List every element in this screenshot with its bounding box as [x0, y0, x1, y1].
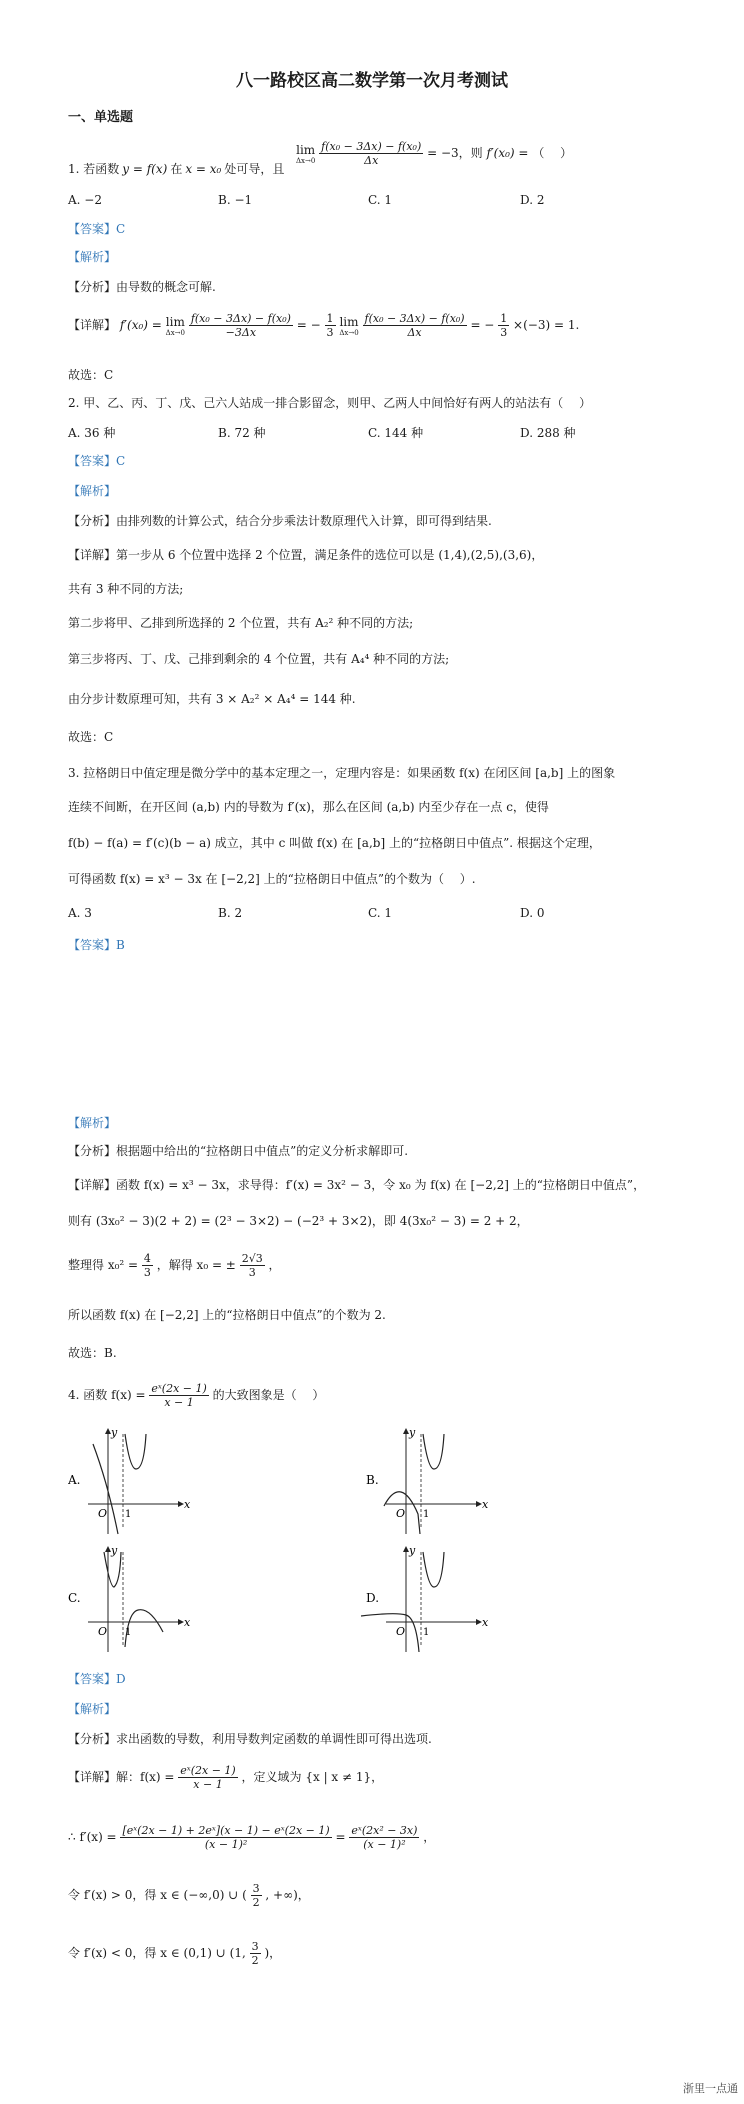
- graph-a: [68, 1426, 191, 1534]
- q2-detail-2: 共有 3 种不同的方法;: [68, 582, 184, 596]
- q3-conclusion: 故选：B.: [68, 1346, 117, 1360]
- page-title: 八一路校区高二数学第一次月考测试: [236, 71, 508, 91]
- svg-text:y: y: [409, 1544, 416, 1557]
- q2-conclusion: 故选：C: [68, 730, 114, 744]
- q2-detail-3: 第二步将甲、乙排到所选择的 2 个位置，共有 A₂² 种不同的方法;: [68, 616, 414, 630]
- q4-detail-4: 令 f′(x) < 0，得 x ∈ (0,1) ∪ (1, $\frac{3}{2}$ )，: [68, 1940, 282, 1967]
- q3-stem-line-2: 连续不间断，在开区间 (a,b) 内的导数为 f′(x)，那么在区间 (a,b) 内至少存在一点 c，使得: [68, 800, 549, 814]
- q1-detail: 【详解】 f′(x₀) = lim Δx→0 $\frac{\text{f(x₀ − 3Δx) − f(x₀)}}{-3\Delta x}$ = − $\frac{1}{3}$ lim Δx→0 $\frac{\text{f(x₀ − 3Δx) − f(x₀)}}{\Delta x}$ = − $\frac{1}{3}$ ×(−3) = 1.: [68, 312, 580, 339]
- q2-analysis-label: 【解析】: [68, 484, 117, 498]
- q2-option-d: D. 288 种: [520, 426, 576, 440]
- svg-text:x: x: [184, 1498, 191, 1511]
- svg-text:y: y: [111, 1426, 118, 1439]
- svg-text:x: x: [482, 1498, 489, 1511]
- q3-detail-2: 则有 (3x₀² − 3)(2 + 2) = (2³ − 3×2) − (−2³ + 3×2)，即 4(3x₀² − 3) = 2 + 2，: [68, 1214, 529, 1228]
- q3-detail-3: 整理得 x₀² = $\frac{4}{3}$ ，解得 x₀ = ± $\frac{2√3}{3}$ ，: [68, 1252, 281, 1279]
- svg-text:1: 1: [125, 1627, 132, 1638]
- q4-detail-2: ∴ f′(x) = $\frac{\text{[eˣ(2x − 1) + 2eˣ](x − 1) − eˣ(2x − 1)}}{\text{(x − 1)²}}$ = $\frac{\text{eˣ(2x² − 3x)}}{\text{(x − 1)²}}$ ，: [68, 1824, 436, 1851]
- svg-text:O: O: [396, 1625, 406, 1638]
- q4-analysis-label: 【解析】: [68, 1702, 117, 1716]
- q3-option-a: A. 3: [68, 906, 92, 920]
- svg-text:1: 1: [423, 1627, 430, 1638]
- graph-c: [68, 1544, 191, 1652]
- svg-text:1: 1: [125, 1509, 132, 1520]
- svg-text:1: 1: [423, 1509, 430, 1520]
- q3-stem-line-4: 可得函数 f(x) = x³ − 3x 在 [−2,2] 上的“拉格朗日中值点”的个数为（ ）.: [68, 872, 476, 886]
- q2-stem: 2. 甲、乙、丙、丁、戊、己六人站成一排合影留念，则甲、乙两人中间恰好有两人的站法有（ ）: [68, 396, 592, 410]
- q2-detail-5: 由分步计数原理可知，共有 3 × A₂² × A₄⁴ = 144 种.: [68, 692, 356, 706]
- svg-text:y: y: [409, 1426, 416, 1439]
- q2-detail-1: 【详解】第一步从 6 个位置中选择 2 个位置，满足条件的选位可以是 (1,4),(2,5),(3,6)，: [68, 548, 544, 562]
- q1-option-c: C. 1: [368, 193, 393, 207]
- q3-detail-1: 【详解】函数 f(x) = x³ − 3x，求导得：f′(x) = 3x² − 3，令 x₀ 为 f(x) 在 [−2,2] 上的“拉格朗日中值点”，: [68, 1178, 646, 1192]
- q2-option-a: A. 36 种: [68, 426, 116, 440]
- graph-b-label: B.: [366, 1473, 379, 1487]
- svg-text:O: O: [98, 1625, 108, 1638]
- svg-text:O: O: [98, 1507, 108, 1520]
- q4-graph-options: [68, 1424, 728, 1654]
- q1-option-a: A. −2: [68, 193, 102, 207]
- svg-text:y: y: [111, 1544, 118, 1557]
- graph-d-label: D.: [366, 1591, 380, 1605]
- q2-fenxi: 【分析】由排列数的计算公式，结合分步乘法计数原理代入计算，即可得到结果.: [68, 514, 492, 528]
- q4-detail-1: 【详解】解：f(x) = $\frac{\text{eˣ(2x − 1)}}{x - 1}$ ，定义域为 {x | x ≠ 1}，: [68, 1764, 384, 1791]
- watermark: 浙里一点通: [683, 2082, 738, 2095]
- svg-text:x: x: [184, 1616, 191, 1629]
- q3-answer: 【答案】B: [68, 938, 125, 952]
- graph-b: [366, 1426, 489, 1534]
- graph-c-label: C.: [68, 1591, 81, 1605]
- q3-stem-line-3: f(b) − f(a) = f′(c)(b − a) 成立，其中 c 叫做 f(x) 在 [a,b] 上的“拉格朗日中值点”. 根据这个定理，: [68, 836, 601, 850]
- svg-text:x: x: [482, 1616, 489, 1629]
- q4-answer: 【答案】D: [68, 1672, 126, 1686]
- q1-analysis-label: 【解析】: [68, 250, 117, 264]
- q3-option-b: B. 2: [218, 906, 243, 920]
- q4-detail-3: 令 f′(x) > 0，得 x ∈ (−∞,0) ∪ ( $\frac{3}{2}$ , +∞)，: [68, 1882, 310, 1909]
- q1-stem: 1. 若函数 y = f(x) 在 x = x₀ 处可导，且: [68, 162, 285, 176]
- q3-option-c: C. 1: [368, 906, 393, 920]
- q3-fenxi: 【分析】根据题中给出的“拉格朗日中值点”的定义分析求解即可.: [68, 1144, 409, 1158]
- q1-option-b: B. −1: [218, 193, 253, 207]
- q3-analysis-label: 【解析】: [68, 1116, 117, 1130]
- graph-a-label: A.: [68, 1473, 81, 1487]
- q1-limit-expression: lim Δx→0 $\frac{\text{f(x₀ − 3Δx) − f(x₀)}}{\Delta x}$ = −3，则 f′(x₀) = （ ）: [296, 140, 573, 167]
- q4-fenxi: 【分析】求出函数的导数，利用导数判定函数的单调性即可得出选项.: [68, 1732, 432, 1746]
- q3-stem-line-1: 3. 拉格朗日中值定理是微分学中的基本定理之一，定理内容是：如果函数 f(x) 在闭区间 [a,b] 上的图象: [68, 766, 616, 780]
- q4-stem: 4. 函数 f(x) = $\frac{\text{eˣ(2x − 1)}}{x - 1}$ 的大致图象是（ ）: [68, 1382, 325, 1409]
- q2-answer: 【答案】C: [68, 454, 126, 468]
- q3-option-d: D. 0: [520, 906, 545, 920]
- q1-fenxi: 【分析】由导数的概念可解.: [68, 280, 216, 294]
- svg-text:O: O: [396, 1507, 406, 1520]
- q1-option-d: D. 2: [520, 193, 545, 207]
- section-heading: 一、单选题: [68, 110, 134, 125]
- q1-answer: 【答案】C: [68, 222, 126, 236]
- q1-conclusion: 故选：C: [68, 368, 114, 382]
- graph-d: [361, 1544, 489, 1652]
- q2-detail-4: 第三步将丙、丁、戊、己排到剩余的 4 个位置，共有 A₄⁴ 种不同的方法;: [68, 652, 450, 666]
- q2-option-c: C. 144 种: [368, 426, 424, 440]
- q2-option-b: B. 72 种: [218, 426, 266, 440]
- q3-detail-4: 所以函数 f(x) 在 [−2,2] 上的“拉格朗日中值点”的个数为 2.: [68, 1308, 386, 1322]
